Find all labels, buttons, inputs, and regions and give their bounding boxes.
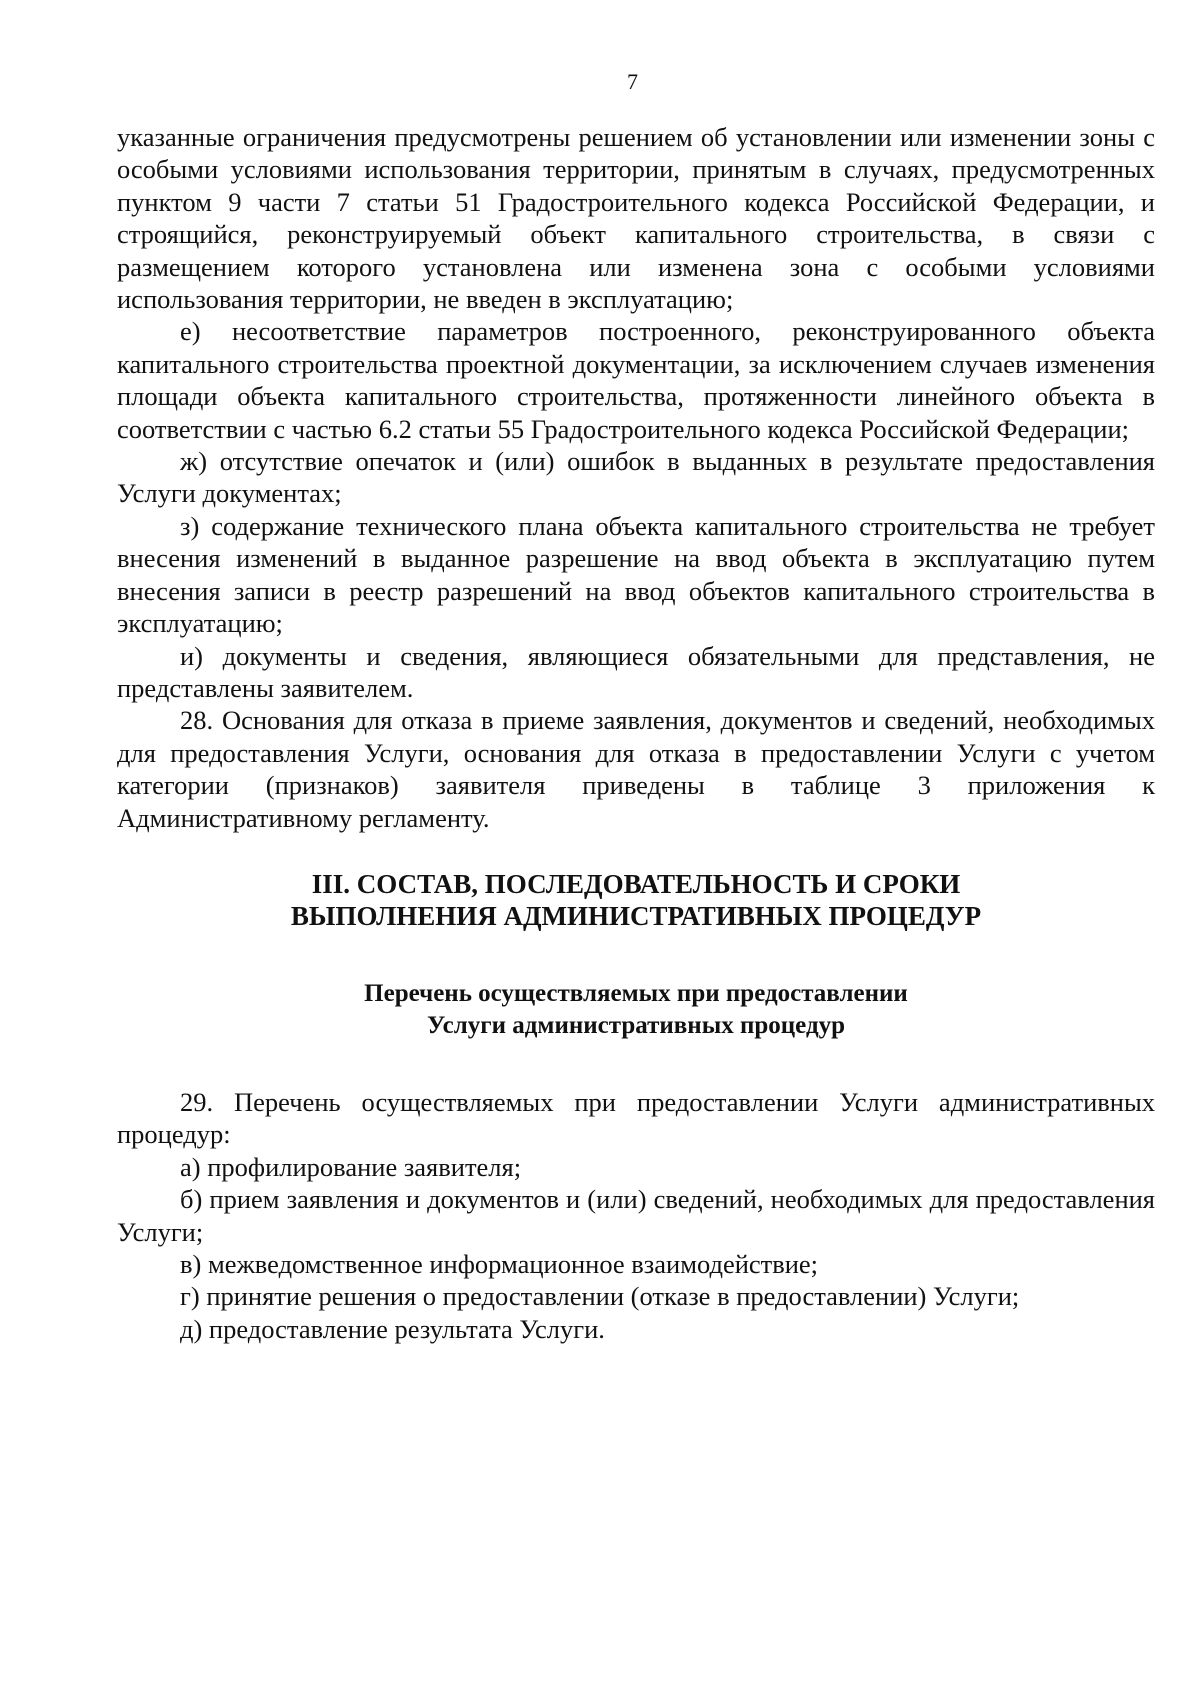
paragraph-item-z: з) содержание технического плана объекта капитального строительства не требует внесения изменений в выданное разрешение на ввод объекта в эксплуатацию путем внесения записи в реестр разрешений на ввод объектов капитального строительства в эксплуатацию; [117,510,1155,639]
list-item-b: б) прием заявления и документов и (или) сведений, необходимых для предоставления Услуги; [117,1184,1155,1247]
list-item-d: д) предоставление результата Услуги. [180,1313,605,1344]
paragraph-29: 29. Перечень осуществляемых при предоставлении Услуги административных процедур: [117,1086,1155,1150]
section-heading-line-1: III. СОСТАВ, ПОСЛЕДОВАТЕЛЬНОСТЬ И СРОКИ [311,868,961,899]
paragraph-28: 28. Основания для отказа в приеме заявления, документов и сведений, необходимых для предоставления Услуги, основания для отказа в предоставлении Услуги с учетом категории (признаков) заявителя приведены в таблице 3 приложения к Административному регламенту. [117,705,1155,833]
section-heading [117,868,1155,932]
paragraph-continuation: указанные ограничения предусмотрены решением об установлении или изменении зоны с особыми условиями использования территории, принятым в случаях, предусмотренных пунктом 9 части 7 статьи 51 Градостроительного кодекса Российской Федерации, и строящийся, реконструируемый объект капитального строительства, в связи с размещением которого установлена или изменена зона с особыми условиями использования территории, не введен в эксплуатацию; [117,122,1155,315]
subsection-heading-line-1: Перечень осуществляемых при предоставлении [364,979,908,1007]
list-item-a: а) профилирование заявителя; [180,1151,522,1182]
paragraph-item-i: и) документы и сведения, являющиеся обязательными для представления, не представлены заявителем. [117,640,1155,703]
list-item-v: в) межведомственное информационное взаимодействие; [180,1248,819,1279]
document-body [117,121,1155,1345]
subsection-heading-line-2: Услуги административных процедур [427,1011,845,1039]
page-number: 7 [627,69,638,94]
section-heading-line-2: ВЫПОЛНЕНИЯ АДМИНИСТРАТИВНЫХ ПРОЦЕДУР [290,900,982,931]
paragraph-item-zh: ж) отсутствие опечаток и (или) ошибок в выданных в результате предоставления Услуги документах; [117,446,1155,509]
procedures-list [117,1086,1155,1345]
list-item-g: г) принятие решения о предоставлении (отказе в предоставлении) Услуги; [180,1281,1020,1312]
subsection-heading [117,978,1155,1042]
paragraph-item-e: е) несоответствие параметров построенного, реконструированного объекта капитального строительства проектной документации, за исключением случаев изменения площади объекта капитального строительства, протяженности линейного объекта в соответствии с частью 6.2 статьи 55 Градостроительного кодекса Российской Федерации; [117,316,1155,444]
